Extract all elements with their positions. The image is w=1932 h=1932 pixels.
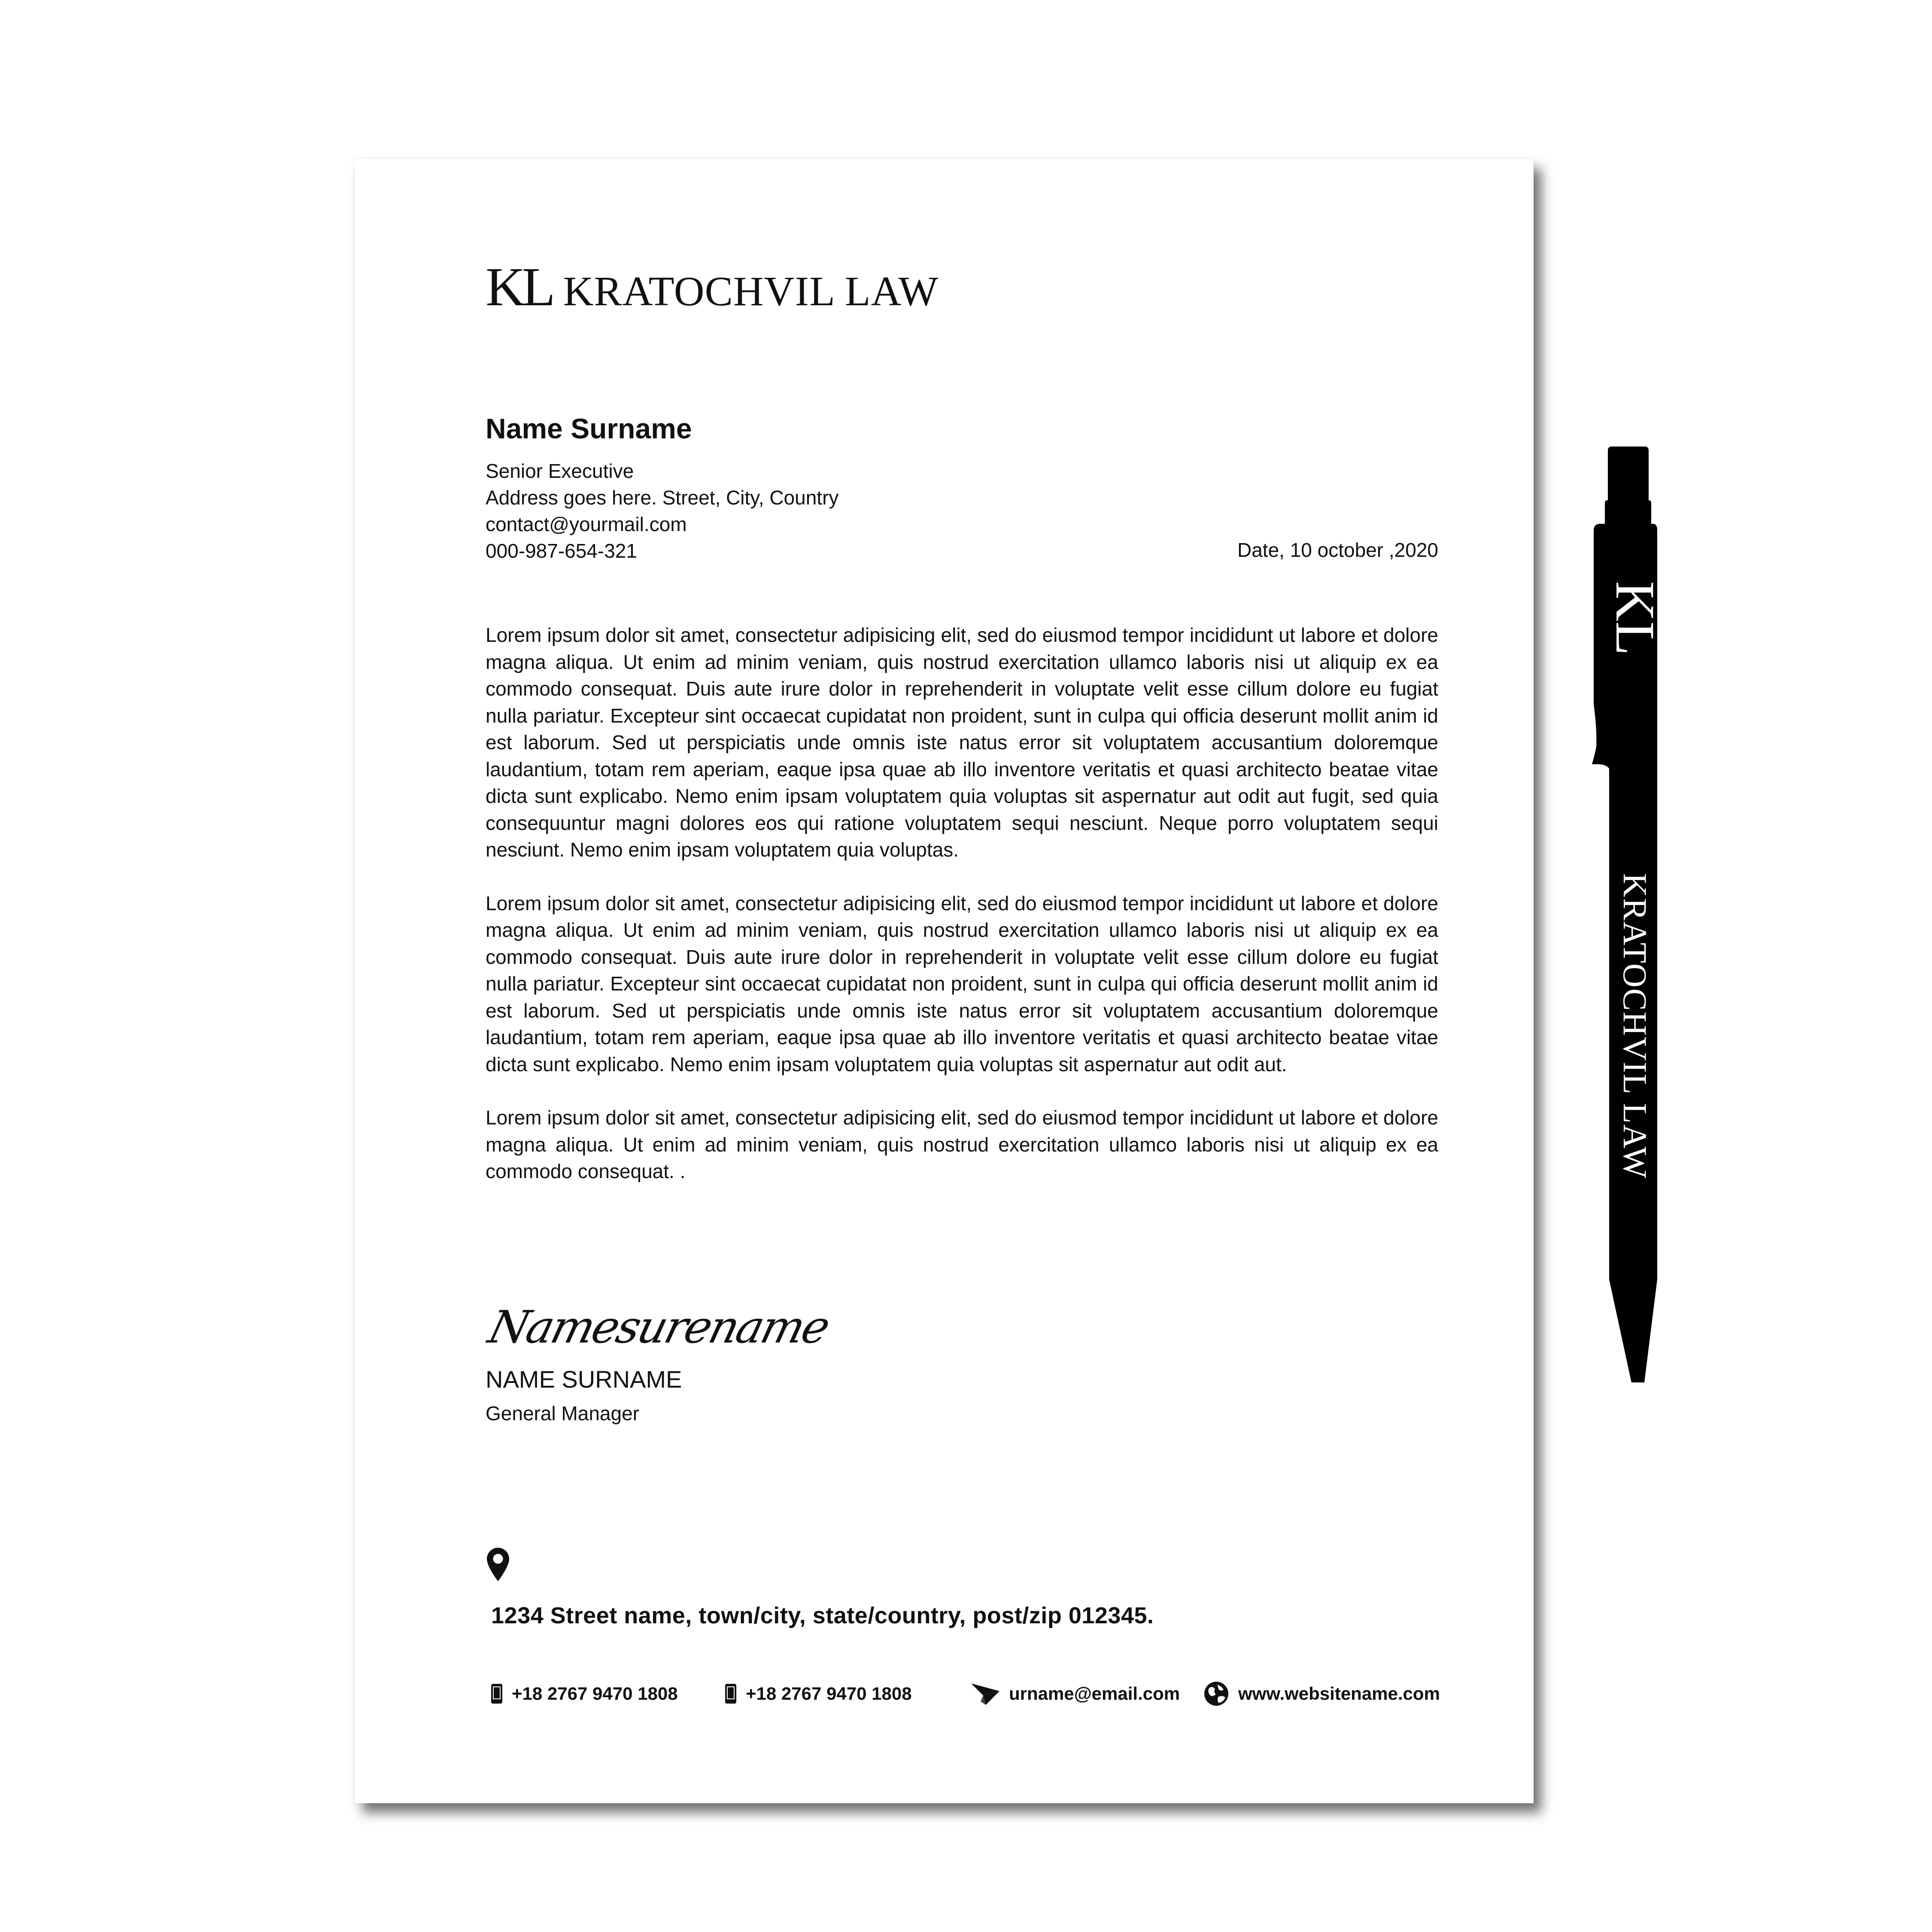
email-text[interactable]: urname@email.com	[1009, 1683, 1180, 1704]
phone-2-text: +18 2767 9470 1808	[746, 1683, 912, 1704]
paper-plane-icon	[971, 1682, 999, 1706]
logo-monogram: KL	[486, 256, 552, 317]
signer-name: NAME SURNAME	[486, 1366, 682, 1393]
sender-block	[486, 412, 838, 564]
footer-address: 1234 Street name, town/city, state/country, post/zip 012345.	[491, 1603, 1154, 1628]
contact-website[interactable]	[1204, 1681, 1440, 1707]
contact-phone-2	[725, 1681, 912, 1707]
sender-title: Senior Executive	[486, 460, 634, 482]
phone-icon	[491, 1684, 502, 1704]
website-text[interactable]: www.websitename.com	[1238, 1683, 1440, 1704]
logo-firm-name: KRATOCHVIL LAW	[563, 268, 939, 315]
globe-icon	[1204, 1681, 1229, 1706]
sender-phone: 000-987-654-321	[486, 540, 637, 562]
pen-firm-name: KRATOCHVIL LAW	[1616, 873, 1654, 1179]
signer-role: General Manager	[486, 1402, 639, 1425]
footer-contacts	[491, 1681, 1474, 1707]
pen-monogram: KL	[1604, 581, 1666, 656]
sender-address: Address goes here. Street, City, Country	[486, 486, 839, 509]
branded-pen	[1589, 447, 1666, 1382]
letter-body	[486, 622, 1438, 1212]
location-pin-icon	[487, 1548, 509, 1581]
pen-cap-band	[1605, 500, 1651, 526]
body-paragraph: Lorem ipsum dolor sit amet, consectetur adipisicing elit, sed do eiusmod tempor incididunt ut labore et dolore magna aliqua. Ut enim ad minim veniam, quis nostrud exercitation ullamco laboris nisi ut aliquip ex ea commodo consequat. .	[486, 1106, 1438, 1182]
contact-phone-1	[491, 1681, 678, 1707]
letterhead-sheet	[355, 159, 1534, 1803]
contact-email[interactable]	[971, 1681, 1180, 1707]
company-logo	[486, 255, 939, 319]
phone-icon	[725, 1684, 736, 1704]
handwritten-signature: Namesurename	[483, 1301, 834, 1353]
signer-block	[486, 1365, 682, 1425]
phone-1-text: +18 2767 9470 1808	[512, 1683, 678, 1704]
sender-name: Name Surname	[486, 413, 692, 444]
body-paragraph: Lorem ipsum dolor sit amet, consectetur adipisicing elit, sed do eiusmod tempor incididunt ut labore et dolore magna aliqua. Ut enim ad minim veniam, quis nostrud exercitation ullamco laboris nisi ut aliquip ex ea commodo consequat. Duis aute irure dolor in reprehenderit in voluptate velit esse cillum dolore eu fugiat nulla pariatur. Excepteur sint occaecat cupidatat non proident, sunt in culpa qui officia deserunt mollit anim id est laborum. Sed ut perspiciatis unde omnis iste natus error sit voluptatem accusantium doloremque laudantium, totam rem aperiam, eaque ipsa quae ab illo inventore veritatis et quasi architecto beatae vitae dicta sunt explicabo. Nemo enim ipsam voluptatem quia voluptas sit aspernatur aut odit aut.	[486, 892, 1438, 1075]
pen-cap-top	[1608, 447, 1649, 502]
body-paragraph: Lorem ipsum dolor sit amet, consectetur adipisicing elit, sed do eiusmod tempor incididunt ut labore et dolore magna aliqua. Ut enim ad minim veniam, quis nostrud exercitation ullamco laboris nisi ut aliquip ex ea commodo consequat. Duis aute irure dolor in reprehenderit in voluptate velit esse cillum dolore eu fugiat nulla pariatur. Excepteur sint occaecat cupidatat non proident, sunt in culpa qui officia deserunt mollit anim id est laborum. Sed ut perspiciatis unde omnis iste natus error sit voluptatem accusantium doloremque laudantium, totam rem aperiam, eaque ipsa quae ab illo inventore veritatis et quasi architecto beatae vitae dicta sunt explicabo. Nemo enim ipsam voluptatem quia voluptas sit aspernatur aut odit aut fugit, sed quia consequuntur magni dolores eos qui ratione voluptatem sequi nesciunt. Neque porro voluptatem sequi nesciunt. Nemo enim ipsam voluptatem quia voluptas.	[486, 624, 1438, 861]
sender-email: contact@yourmail.com	[486, 513, 687, 535]
letter-date: Date, 10 october ,2020	[1237, 539, 1438, 561]
